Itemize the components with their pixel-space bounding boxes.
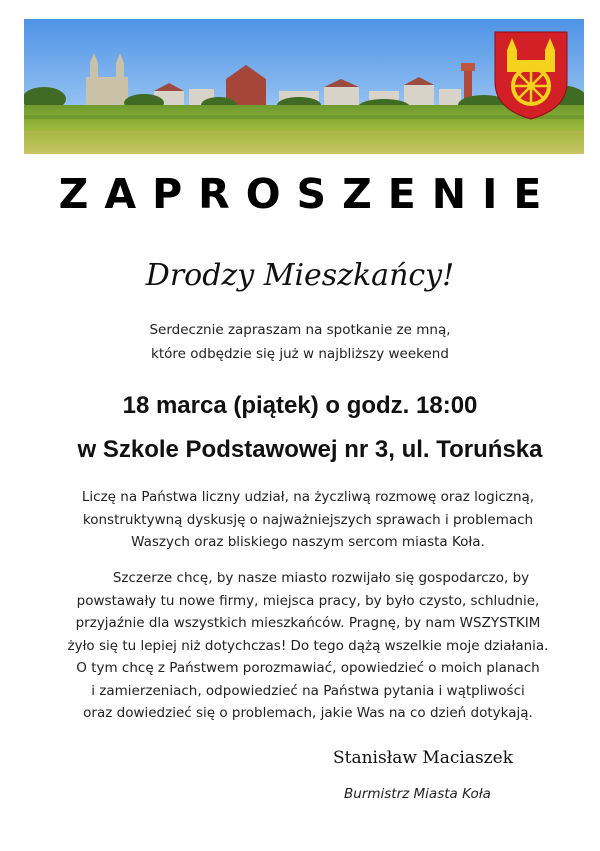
paragraph-line: przyjaźnie dla wszystkich mieszkańców. Pragnę, by nam WSZYSTKIM — [75, 615, 541, 631]
paragraph-line: konstruktywną dyskusję o najważniejszych sprawach i problemach — [82, 511, 534, 528]
invitation-title: ZAPROSZENIE — [58, 170, 558, 218]
signature-name: Stanisław Maciaszek — [333, 748, 514, 768]
greeting-heading: Drodzy Mieszkańcy! — [145, 258, 455, 293]
intro-line: Serdecznie zapraszam na spotkanie ze mną, — [149, 322, 451, 338]
paragraph-line: O tym chcę z Państwem porozmawiać, opowiedzieć o moich planach — [76, 660, 540, 676]
event-place: w Szkole Podstawowej nr 3, ul. Toruńska — [77, 436, 543, 463]
paragraph-line: Liczę na Państwa liczny udział, na życzliwą rozmowę oraz logiczną, — [81, 489, 535, 505]
intro-text — [0, 318, 600, 366]
paragraph-line: Szczerze chcę, by nasze miasto rozwijało się gospodarczo, by — [112, 570, 530, 586]
town-coat-of-arms-icon — [493, 30, 569, 120]
paragraph-line: oraz dowiedzieć się o problemach, jakie Was na co dzień dotykają. — [83, 705, 533, 721]
paragraph-line: i zamierzeniach, odpowiedzieć na Państwa pytania i wątpliwości — [91, 682, 525, 699]
paragraph-line: Waszych oraz bliskiego naszym sercom miasta Koła. — [131, 534, 485, 550]
event-date: 18 marca (piątek) o godz. 18:00 — [122, 392, 478, 419]
paragraph-goals — [48, 567, 568, 725]
paragraph-line: powstawały tu nowe firmy, miejsca pracy, by było czysto, schludnie, — [76, 592, 540, 609]
intro-line: które odbędzie się już w najbliższy weekend — [151, 346, 449, 362]
paragraph-line: żyło się tu lepiej niż dotychczas! Do tego dążą wszelkie moje działania. — [67, 637, 549, 654]
paragraph-invite — [48, 486, 568, 554]
signature-title: Burmistrz Miasta Koła — [344, 786, 491, 802]
